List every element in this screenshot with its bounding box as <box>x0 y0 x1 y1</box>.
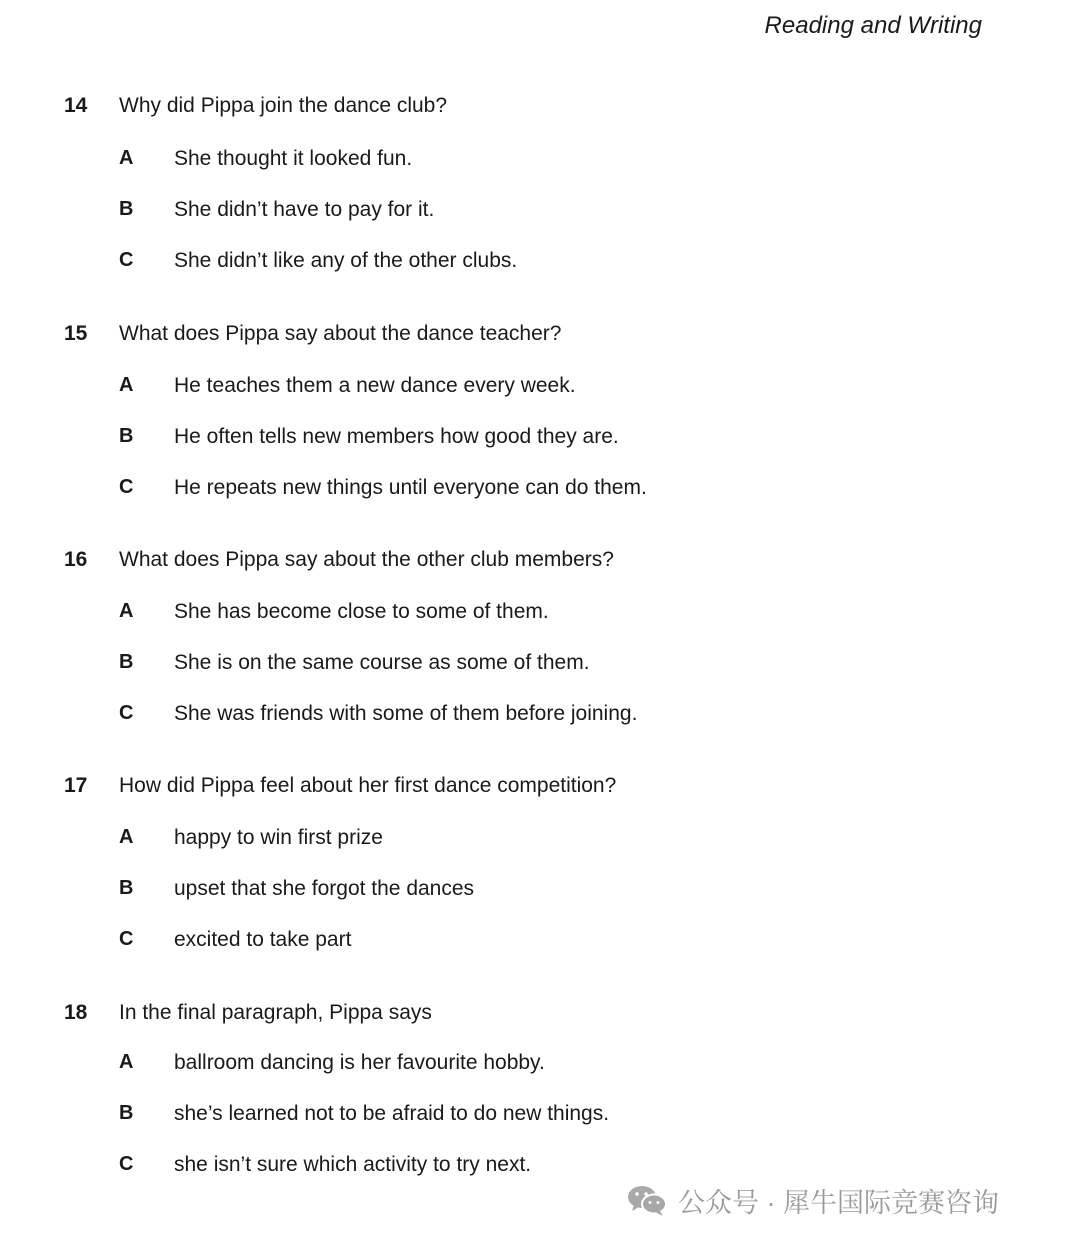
option-text: ballroom dancing is her favourite hobby. <box>174 1051 545 1074</box>
wechat-icon <box>626 1183 668 1217</box>
option-letter: A <box>119 826 134 848</box>
option-text: excited to take part <box>174 928 352 951</box>
option-text: He often tells new members how good they are. <box>174 425 619 448</box>
option-text: She didn’t have to pay for it. <box>174 198 435 221</box>
option-text: She didn’t like any of the other clubs. <box>174 249 518 272</box>
option-letter: B <box>119 1102 134 1124</box>
question-number: 18 <box>64 1001 88 1024</box>
option-letter: A <box>119 147 134 169</box>
question-number: 17 <box>64 774 88 797</box>
page-header-title: Reading and Writing <box>764 12 982 39</box>
option-text: She is on the same course as some of them. <box>174 651 590 674</box>
option-letter: C <box>119 928 134 950</box>
question-text: What does Pippa say about the other club members? <box>119 548 614 571</box>
question-text: How did Pippa feel about her first dance competition? <box>119 774 617 797</box>
option-letter: B <box>119 425 134 447</box>
option-letter: C <box>119 249 134 271</box>
question-text: In the final paragraph, Pippa says <box>119 1001 432 1024</box>
watermark-text: 公众号 · 犀牛国际竞赛咨询 <box>678 1187 999 1218</box>
option-letter: C <box>119 476 134 498</box>
option-letter: C <box>119 702 134 724</box>
question-number: 14 <box>64 94 88 117</box>
option-letter: B <box>119 198 134 220</box>
option-text: She was friends with some of them before joining. <box>174 702 638 725</box>
option-text: upset that she forgot the dances <box>174 877 475 900</box>
option-letter: A <box>119 1051 134 1073</box>
option-letter: A <box>119 374 134 396</box>
wechat-watermark <box>626 1180 999 1220</box>
option-text: He teaches them a new dance every week. <box>174 374 576 397</box>
option-letter: A <box>119 600 134 622</box>
question-number: 15 <box>64 322 88 345</box>
option-text: she’s learned not to be afraid to do new things. <box>174 1102 610 1125</box>
question-text: Why did Pippa join the dance club? <box>119 94 448 117</box>
option-text: She thought it looked fun. <box>174 147 413 170</box>
question-number: 16 <box>64 548 88 571</box>
question-text: What does Pippa say about the dance teacher? <box>119 322 562 345</box>
option-text: happy to win first prize <box>174 826 383 849</box>
option-letter: C <box>119 1153 134 1175</box>
option-text: She has become close to some of them. <box>174 600 549 623</box>
option-letter: B <box>119 651 134 673</box>
option-letter: B <box>119 877 134 899</box>
option-text: He repeats new things until everyone can do them. <box>174 476 647 499</box>
option-text: she isn’t sure which activity to try next. <box>174 1153 532 1176</box>
